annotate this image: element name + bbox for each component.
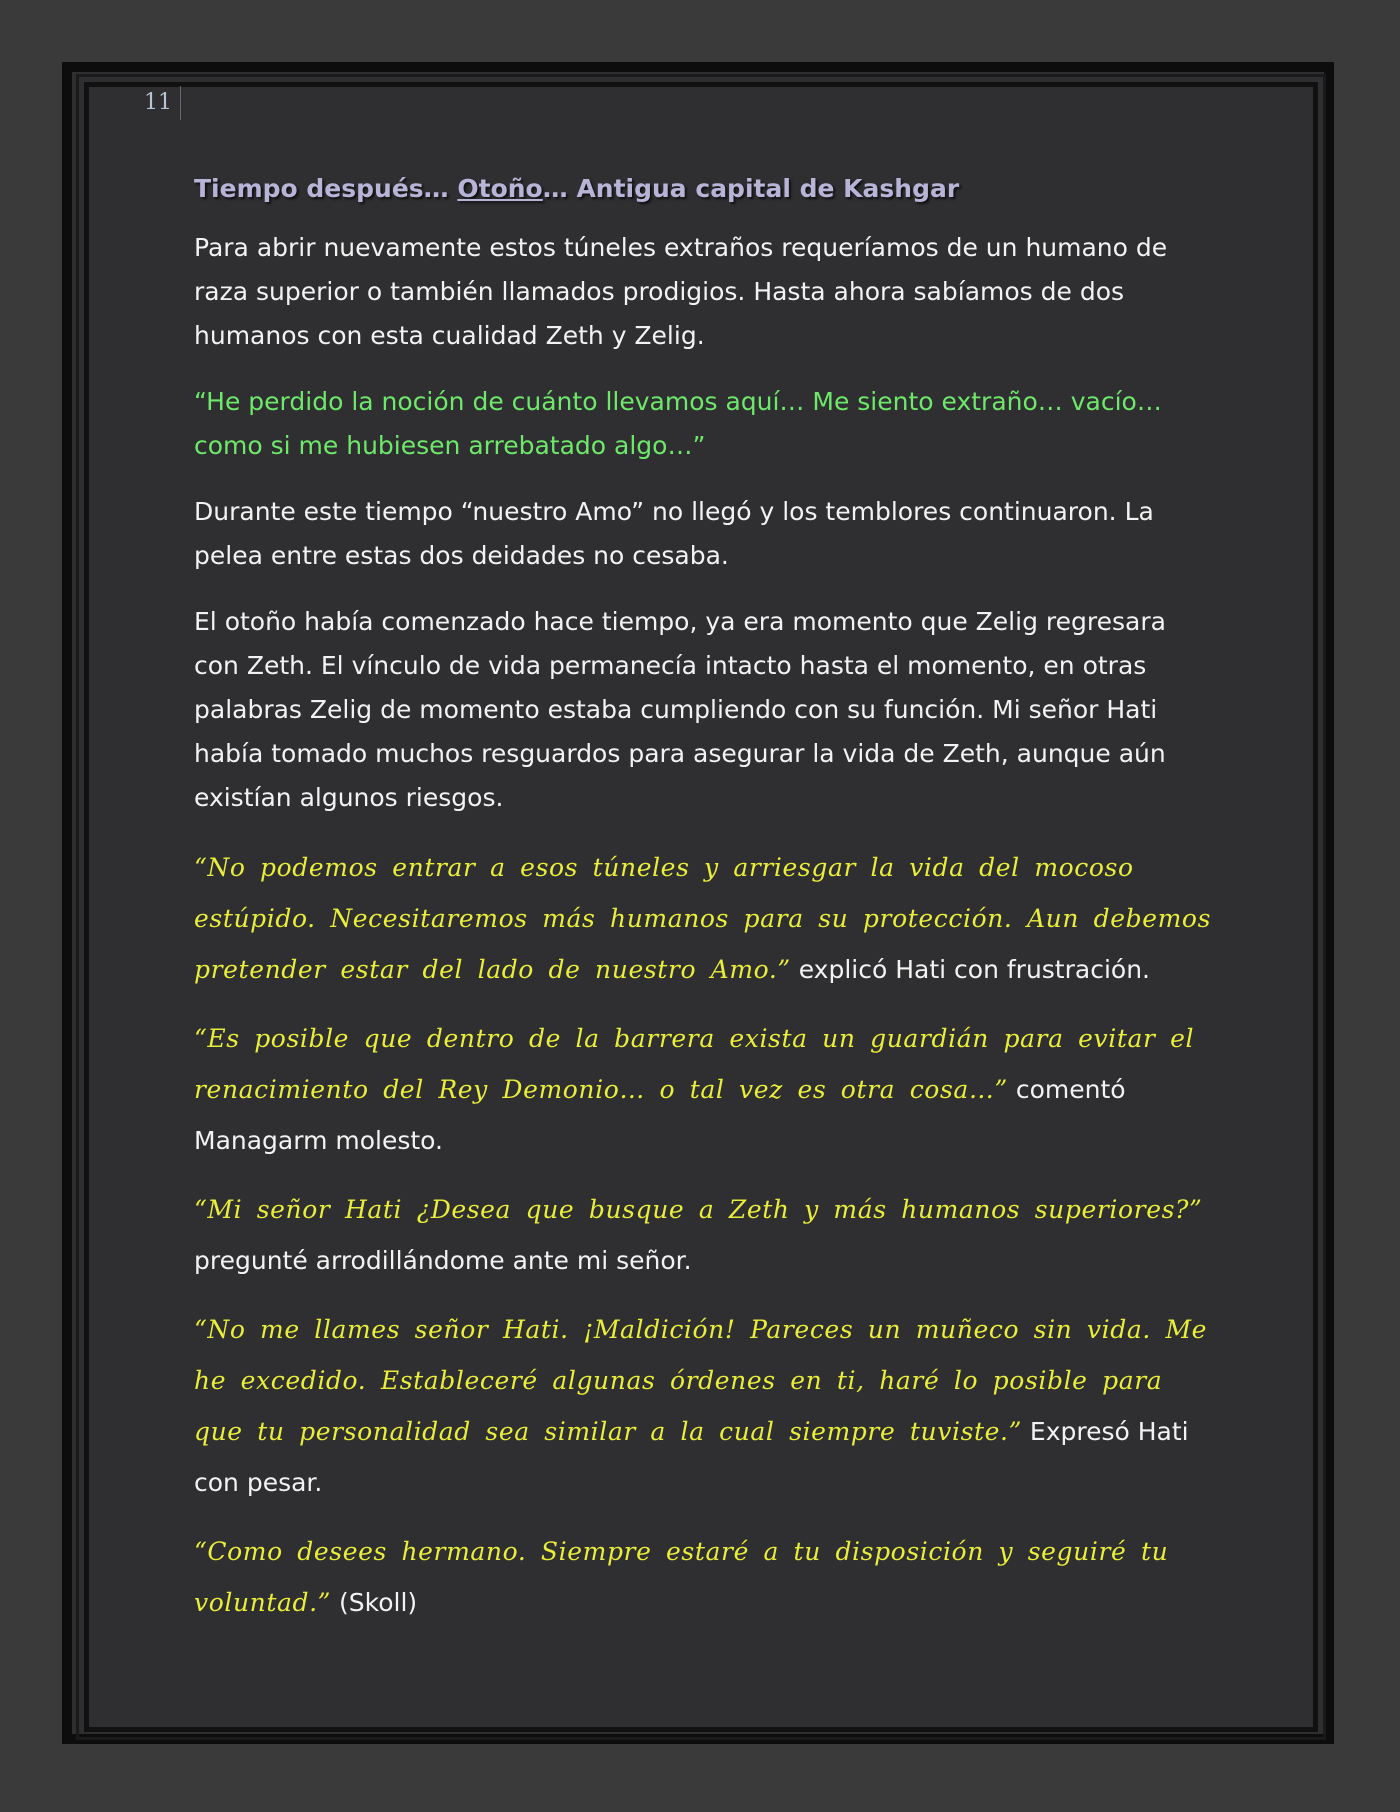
paragraph-2-green-quote: “He perdido la noción de cuánto llevamos aquí… Me siento extraño… vacío… como si me hubiesen arrebatado algo…” [194,386,1162,460]
paragraph-6 [194,1013,1214,1166]
paragraph-5-quote: “No podemos entrar a esos túneles y arriesgar la vida del mocoso estúpido. Necesitaremos más humanos para su protección. Aun debemos pretender estar del lado de nuestro Amo.” [194,852,1211,984]
paragraph-8-quote: “No me llames señor Hati. ¡Maldición! Pareces un muñeco sin vida. Me he excedido. Estableceré algunas órdenes en ti, haré lo posible para que tu personalidad sea similar a la cual siempre tuviste.” [194,1314,1208,1446]
page-content [194,170,1214,1646]
section-heading [194,170,1214,208]
paragraph-9-tail: (Skoll) [331,1587,418,1617]
paragraph-3: Durante este tiempo “nuestro Amo” no llegó y los temblores continuaron. La pelea entre estas dos deidades no cesaba. [194,496,1154,570]
paragraph-6-quote: “Es posible que dentro de la barrera exista un guardián para evitar el renacimiento del Rey Demonio… o tal vez es otra cosa…” [194,1023,1195,1104]
page-number: 11 [144,86,181,120]
paragraph-5-tail: explicó Hati con frustración. [790,954,1150,984]
heading-part-2: … Antigua capital de Kashgar [542,174,960,203]
paragraph-9 [194,1526,1214,1628]
paragraph-7-tail: pregunté arrodillándome ante mi señor. [194,1245,692,1275]
paragraph-7 [194,1184,1214,1286]
paragraph-7-quote: “Mi señor Hati ¿Desea que busque a Zeth y más humanos superiores?” [194,1194,1203,1224]
paragraph-5 [194,842,1214,995]
paragraph-6-tail: comentó Managarm molesto. [194,1074,1126,1155]
paragraph-1: Para abrir nuevamente estos túneles extraños requeríamos de un humano de raza superior o también llamados prodigios. Hasta ahora sabíamos de dos humanos con esta cualidad Zeth y Zelig. [194,232,1168,350]
paragraph-4: El otoño había comenzado hace tiempo, ya era momento que Zelig regresara con Zeth. El vínculo de vida permanecía intacto hasta el momento, en otras palabras Zelig de momento estaba cumpliendo con su función. Mi señor Hati había tomado muchos resguardos para asegurar la vida de Zeth, aunque aún existían algunos riesgos. [194,606,1166,812]
paragraph-9-quote: “Como desees hermano. Siempre estaré a tu disposición y seguiré tu voluntad.” [194,1536,1169,1617]
paragraph-8-tail: Expresó Hati con pesar. [194,1416,1189,1497]
heading-underlined: Otoño [457,174,543,203]
paragraph-8 [194,1304,1214,1508]
heading-part-1: Tiempo después… [194,174,458,203]
